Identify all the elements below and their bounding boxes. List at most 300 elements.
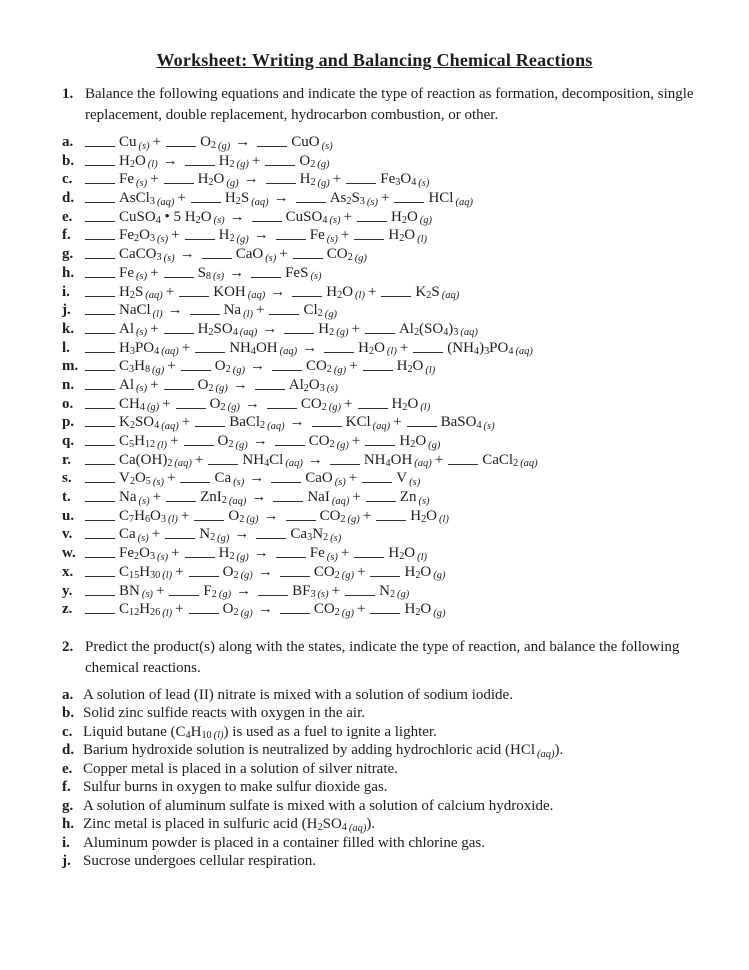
coefficient-fill-in-blank bbox=[189, 564, 219, 577]
subscript: 3 bbox=[156, 252, 162, 264]
subscript: 4 bbox=[322, 214, 328, 226]
coefficient-fill-in-blank bbox=[169, 583, 199, 596]
chemical-formula: $Fe_2O_3$ (s) bbox=[119, 227, 169, 245]
plus-operator: + bbox=[150, 171, 159, 188]
equation-expression bbox=[83, 245, 367, 264]
chemical-formula: $NH_4OH$ (aq) bbox=[229, 339, 298, 358]
question-1-section bbox=[0, 84, 749, 619]
subscript: 2 bbox=[220, 401, 226, 413]
equation-row bbox=[62, 507, 749, 526]
state-symbol: (s) bbox=[334, 476, 346, 488]
subscript: 2 bbox=[210, 532, 216, 544]
state-symbol: (g) bbox=[336, 439, 349, 451]
equation-expression bbox=[83, 226, 427, 245]
coefficient-fill-in-blank bbox=[85, 265, 115, 278]
chemical-formula: $O_2$ (g) bbox=[214, 358, 245, 376]
coefficient-fill-in-blank bbox=[191, 190, 221, 203]
chemical-formula: $H_2$ (g) bbox=[218, 152, 249, 171]
subscript: 3 bbox=[160, 513, 166, 525]
state-symbol: (l) bbox=[355, 290, 365, 302]
plus-operator: + bbox=[167, 358, 176, 375]
state-symbol: (aq) bbox=[267, 420, 285, 432]
subscript: 3 bbox=[453, 326, 459, 338]
plus-operator: + bbox=[351, 320, 360, 337]
chemical-formula: BaCl$_2$ (aq) bbox=[229, 414, 285, 432]
coefficient-fill-in-blank bbox=[358, 396, 388, 409]
state-symbol: (s) bbox=[329, 215, 341, 227]
coefficient-fill-in-blank bbox=[312, 414, 342, 427]
plus-operator: + bbox=[340, 227, 350, 244]
equation-row bbox=[62, 413, 749, 432]
coefficient-fill-in-blank bbox=[370, 564, 400, 577]
plus-operator: + bbox=[194, 451, 204, 468]
equation-expression bbox=[83, 413, 495, 432]
chemical-formula: $CO_2$ (g) bbox=[308, 433, 349, 451]
coefficient-fill-in-blank bbox=[85, 284, 115, 297]
subscript: 2 bbox=[229, 233, 235, 245]
reaction-arrow: → bbox=[229, 264, 245, 281]
subscript: 2 bbox=[239, 513, 245, 525]
equation-letter: e. bbox=[62, 208, 73, 225]
reaction-arrow: → bbox=[167, 302, 183, 319]
chemical-formula: Zn (s) bbox=[399, 489, 430, 507]
subscript: 8 bbox=[205, 270, 211, 282]
state-symbol: (aq) bbox=[520, 458, 538, 470]
state-symbol: (aq) bbox=[174, 458, 192, 470]
subscript: 2 bbox=[413, 326, 420, 338]
state-symbol: (s) bbox=[409, 476, 421, 488]
equation-row bbox=[62, 582, 749, 601]
plus-operator: + bbox=[343, 208, 353, 225]
prediction-letter: g. bbox=[62, 797, 74, 814]
state-symbol: (g) bbox=[328, 402, 342, 414]
plus-operator: + bbox=[340, 545, 350, 562]
state-symbol: (g) bbox=[324, 308, 338, 320]
prediction-item bbox=[62, 852, 715, 871]
subscript: 2 bbox=[421, 513, 427, 525]
state-symbol: (s) bbox=[418, 177, 430, 189]
equation-expression bbox=[83, 339, 533, 358]
subscript: 2 bbox=[134, 233, 140, 245]
equation-letter: f. bbox=[62, 227, 71, 244]
coefficient-fill-in-blank bbox=[345, 583, 375, 596]
coefficient-fill-in-blank bbox=[85, 134, 115, 147]
coefficient-fill-in-blank bbox=[85, 452, 115, 465]
chemical-formula: $H_2O$ (l) bbox=[358, 339, 397, 358]
state-symbol: (g) bbox=[215, 383, 228, 395]
coefficient-fill-in-blank bbox=[271, 470, 301, 483]
coefficient-fill-in-blank bbox=[407, 414, 437, 427]
chemical-formula: $O_2$ (g) bbox=[299, 152, 330, 171]
state-symbol: (l) bbox=[420, 402, 431, 414]
state-symbol: (g) bbox=[433, 570, 446, 582]
question-2-prompt: Predict the product(s) along with the states, indicate the type of reaction, and balance the following chemical reactions. bbox=[85, 638, 680, 676]
chemical-formula: $BF_3$ (s) bbox=[292, 582, 329, 601]
state-symbol: (s) bbox=[483, 420, 495, 432]
subscript: 2 bbox=[129, 420, 135, 432]
subscript: 2 bbox=[228, 439, 234, 451]
equation-letter: w. bbox=[62, 545, 76, 562]
subscript: 2 bbox=[211, 588, 217, 600]
coefficient-fill-in-blank bbox=[85, 358, 115, 371]
chemical-formula: $H_2O$ (l) bbox=[388, 227, 428, 245]
chemical-formula: Na (s) bbox=[119, 489, 150, 507]
reaction-arrow: → bbox=[236, 582, 252, 599]
reaction-arrow: → bbox=[253, 545, 269, 562]
plus-operator: + bbox=[171, 545, 180, 562]
state-symbol: (g) bbox=[236, 159, 249, 171]
chemical-formula: $H_2S$ (aq) bbox=[119, 283, 163, 302]
prediction-item bbox=[62, 815, 715, 834]
chemical-formula: KCl (aq) bbox=[345, 414, 391, 432]
plus-operator: + bbox=[399, 339, 409, 356]
subscript: 3 bbox=[129, 345, 135, 357]
state-symbol: (s) bbox=[317, 589, 329, 601]
coefficient-fill-in-blank bbox=[357, 209, 387, 222]
equation-letter: s. bbox=[62, 470, 72, 487]
equation-expression bbox=[83, 189, 473, 208]
reaction-arrow: → bbox=[257, 563, 273, 580]
reaction-arrow: → bbox=[253, 227, 269, 244]
state-symbol: (g) bbox=[232, 364, 245, 376]
question-2-header bbox=[62, 637, 715, 679]
state-symbol: (aq) bbox=[251, 196, 269, 208]
prediction-letter: d. bbox=[62, 742, 75, 759]
state-symbol: (s) bbox=[157, 233, 169, 245]
subscript: 3 bbox=[310, 588, 316, 600]
coefficient-fill-in-blank bbox=[354, 545, 384, 558]
chemical-formula: ZnI$_2$ (aq) bbox=[200, 489, 247, 507]
subscript: 2 bbox=[310, 158, 316, 170]
chemical-formula: $H_2$ (g) bbox=[218, 227, 249, 245]
coefficient-fill-in-blank bbox=[85, 564, 115, 577]
equation-letter: y. bbox=[62, 582, 73, 599]
equation-expression bbox=[83, 582, 409, 601]
chemical-formula: $H_3PO_4$ (aq) bbox=[119, 339, 179, 358]
coefficient-fill-in-blank bbox=[184, 433, 214, 446]
state-symbol: (aq) bbox=[441, 290, 460, 302]
state-symbol: (s) bbox=[138, 140, 150, 152]
reaction-arrow: → bbox=[263, 507, 279, 524]
chemical-formula: $CO_2$ (g) bbox=[313, 563, 354, 582]
chemical-formula: BN (s) bbox=[119, 582, 153, 601]
chemical-formula: Fe (s) bbox=[119, 171, 148, 189]
plus-operator: + bbox=[362, 507, 372, 524]
subscript: 2 bbox=[329, 326, 335, 338]
equation-letter: g. bbox=[62, 246, 74, 263]
chemical-formula: $K_2SO_4$ (aq) bbox=[119, 414, 179, 432]
state-symbol: (g) bbox=[317, 177, 330, 189]
chemical-formula: $H_2$ (g) bbox=[299, 171, 330, 189]
chemical-formula: $CO_2$ (g) bbox=[319, 507, 360, 526]
question-2-number: 2. bbox=[62, 638, 74, 655]
state-symbol: (aq) bbox=[228, 495, 247, 507]
coefficient-fill-in-blank bbox=[164, 171, 194, 184]
subscript: 12 bbox=[144, 439, 156, 451]
equation-row bbox=[62, 376, 749, 395]
subscript: 2 bbox=[225, 364, 231, 376]
chemical-formula: $H_2O$ (l) bbox=[119, 152, 158, 171]
equation-expression bbox=[83, 152, 330, 171]
equation-letter: j. bbox=[62, 302, 71, 319]
subscript: 3 bbox=[319, 382, 325, 394]
chemical-formula: $C_3H_8$ (g) bbox=[119, 358, 165, 376]
state-symbol: (l) bbox=[439, 514, 449, 526]
state-symbol: (g) bbox=[347, 514, 360, 526]
plus-operator: + bbox=[165, 283, 175, 300]
chemical-formula: $H_2O$ (l) bbox=[326, 283, 365, 302]
subscript: 15 bbox=[129, 569, 140, 581]
question-1-prompt: Balance the following equations and indicate the type of reaction as formation, decomposition, single replacement, double replacement, hydrocarbon combustion, or other. bbox=[85, 86, 694, 123]
state-symbol: (aq) bbox=[279, 346, 298, 358]
coefficient-fill-in-blank bbox=[269, 302, 299, 315]
plus-operator: + bbox=[150, 376, 159, 393]
state-symbol: (g) bbox=[227, 402, 240, 414]
chemical-formula: $O_2$ (g) bbox=[209, 395, 240, 414]
equation-expression bbox=[83, 544, 427, 563]
chemical-formula: $N_2$ (g) bbox=[199, 526, 230, 544]
coefficient-fill-in-blank bbox=[256, 526, 286, 539]
chemical-formula: Al (s) bbox=[119, 376, 148, 395]
subscript: 2 bbox=[210, 140, 217, 152]
prediction-item bbox=[62, 686, 715, 705]
state-symbol: (g) bbox=[236, 551, 249, 563]
chemical-formula: $O_2$ (g) bbox=[197, 376, 228, 395]
subscript: 6 bbox=[144, 513, 151, 525]
subscript: 12 bbox=[129, 607, 140, 619]
chemical-formula: $S_8$ (s) bbox=[197, 264, 225, 283]
prediction-text: Sulfur burns in oxygen to make sulfur dioxide gas. bbox=[83, 779, 388, 796]
equation-row bbox=[62, 320, 749, 339]
equation-row bbox=[62, 544, 749, 563]
chemical-formula: Fe (s) bbox=[309, 545, 338, 563]
equation-expression bbox=[83, 600, 446, 619]
equation-row bbox=[62, 264, 749, 283]
subscript: 3 bbox=[484, 345, 490, 357]
coefficient-fill-in-blank bbox=[330, 452, 360, 465]
subscript: 2 bbox=[340, 513, 346, 525]
chemical-formula: $CO_2$ (g) bbox=[305, 358, 347, 376]
prediction-text: Zinc metal is placed in sulfuric acid ($H_2SO_4$ (aq)). bbox=[83, 816, 376, 834]
state-symbol: (g) bbox=[217, 532, 230, 544]
state-symbol: (l) bbox=[425, 364, 436, 376]
subscript: 4 bbox=[508, 345, 514, 357]
subscript: 2 bbox=[346, 196, 352, 208]
chemical-formula: FeS (s) bbox=[285, 264, 322, 283]
chemical-formula: $O_2$ (g) bbox=[217, 433, 248, 451]
coefficient-fill-in-blank bbox=[394, 190, 424, 203]
state-symbol: (s) bbox=[418, 495, 430, 507]
coefficient-fill-in-blank bbox=[85, 526, 115, 539]
plus-operator: + bbox=[331, 582, 341, 599]
state-symbol: (s) bbox=[321, 140, 333, 152]
subscript: 4 bbox=[341, 822, 347, 834]
chemical-formula: $H_2O$ (l) bbox=[396, 358, 436, 376]
chemical-formula: $H_2O$ (g) bbox=[399, 433, 441, 451]
subscript: 4 bbox=[473, 345, 480, 357]
coefficient-fill-in-blank bbox=[284, 321, 314, 334]
state-symbol: (l) bbox=[386, 346, 397, 358]
coefficient-fill-in-blank bbox=[190, 302, 220, 315]
coefficient-fill-in-blank bbox=[85, 489, 115, 502]
coefficient-fill-in-blank bbox=[363, 358, 393, 371]
reaction-arrow: → bbox=[270, 283, 286, 300]
chemical-formula: CaCl$_2$ (aq) bbox=[482, 451, 538, 470]
state-symbol: (s) bbox=[213, 215, 225, 227]
equation-expression bbox=[83, 133, 333, 152]
equation-row bbox=[62, 133, 749, 152]
question-1-number: 1. bbox=[62, 86, 74, 102]
chemical-formula: $(NH_4)_3PO_4$ (aq) bbox=[447, 339, 533, 358]
subscript: 8 bbox=[144, 364, 151, 376]
subscript: 2 bbox=[221, 495, 227, 507]
plus-operator: + bbox=[152, 489, 162, 506]
state-symbol: (g) bbox=[226, 177, 239, 189]
subscript: 4 bbox=[154, 420, 160, 432]
coefficient-fill-in-blank bbox=[381, 284, 411, 297]
plus-operator: + bbox=[162, 395, 171, 412]
subscript: 4 bbox=[411, 177, 417, 189]
coefficient-fill-in-blank bbox=[257, 134, 287, 147]
equation-expression bbox=[83, 170, 429, 189]
subscript: 2 bbox=[389, 588, 396, 600]
equation-letter: v. bbox=[62, 526, 73, 543]
equation-letter: b. bbox=[62, 152, 75, 169]
equation-row bbox=[62, 469, 749, 488]
reaction-arrow: → bbox=[162, 152, 178, 169]
subscript: 2 bbox=[233, 569, 239, 581]
coefficient-fill-in-blank bbox=[324, 340, 354, 353]
chemical-formula: $H_2$ (g) bbox=[318, 320, 349, 339]
chemical-formula: HCl (aq) bbox=[509, 742, 555, 760]
state-symbol: (aq) bbox=[455, 196, 473, 208]
coefficient-fill-in-blank bbox=[165, 526, 195, 539]
equation-row bbox=[62, 395, 749, 414]
coefficient-fill-in-blank bbox=[208, 452, 238, 465]
subscript: 2 bbox=[368, 345, 375, 357]
state-symbol: (aq) bbox=[331, 495, 350, 507]
reaction-arrow: → bbox=[235, 134, 251, 150]
subscript: 2 bbox=[233, 607, 239, 619]
coefficient-fill-in-blank bbox=[185, 227, 215, 240]
equation-expression bbox=[83, 208, 432, 227]
prediction-text: Sucrose undergoes cellular respiration. bbox=[83, 853, 316, 870]
coefficient-fill-in-blank bbox=[85, 414, 115, 427]
subscript: 2 bbox=[399, 233, 405, 245]
plus-operator: + bbox=[171, 227, 180, 244]
state-symbol: (g) bbox=[146, 402, 160, 414]
subscript: 4 bbox=[264, 457, 270, 469]
plus-operator: + bbox=[357, 563, 366, 580]
chemical-formula: Al (s) bbox=[119, 320, 148, 339]
chemical-formula: $H_2O$ (l) bbox=[388, 545, 428, 563]
chemical-formula: $H_2S$ (aq) bbox=[224, 190, 269, 208]
coefficient-fill-in-blank bbox=[164, 265, 194, 278]
prediction-item bbox=[62, 741, 715, 760]
subscript: 2 bbox=[401, 214, 407, 226]
state-symbol: (g) bbox=[419, 215, 433, 227]
chemical-formula: Cu (s) bbox=[119, 134, 150, 152]
subscript: 2 bbox=[208, 382, 214, 394]
chemical-formula: $H_2$ (g) bbox=[218, 545, 249, 563]
coefficient-fill-in-blank bbox=[265, 153, 295, 166]
coefficient-fill-in-blank bbox=[266, 171, 296, 184]
chemical-formula: $K_2S$ (aq) bbox=[415, 283, 460, 302]
reaction-arrow: → bbox=[249, 358, 265, 375]
prediction-letter: h. bbox=[62, 816, 75, 833]
coefficient-fill-in-blank bbox=[276, 545, 306, 558]
state-symbol: (g) bbox=[341, 607, 354, 619]
state-symbol: (g) bbox=[317, 159, 330, 171]
coefficient-fill-in-blank bbox=[85, 508, 115, 521]
state-symbol: (l) bbox=[167, 514, 178, 526]
equation-expression bbox=[83, 507, 449, 526]
equation-letter: r. bbox=[62, 451, 72, 468]
state-symbol: (l) bbox=[243, 308, 254, 320]
equation-expression bbox=[83, 283, 459, 302]
plus-operator: + bbox=[251, 152, 261, 169]
chemical-formula: NaCl (l) bbox=[119, 302, 163, 320]
state-symbol: (s) bbox=[137, 532, 149, 544]
state-symbol: (aq) bbox=[537, 748, 555, 760]
equation-letter: u. bbox=[62, 507, 75, 524]
chemical-formula: $C_4H_{10}$ (l) bbox=[175, 723, 224, 742]
plus-operator: + bbox=[349, 358, 358, 375]
chemical-formula: $O_2$ (g) bbox=[222, 563, 253, 582]
subscript: 2 bbox=[129, 289, 135, 301]
reaction-arrow: → bbox=[289, 414, 305, 431]
chemical-formula: $H_2O$ (g) bbox=[391, 208, 433, 227]
chemical-formula: KOH (aq) bbox=[213, 283, 266, 302]
coefficient-fill-in-blank bbox=[365, 433, 395, 446]
coefficient-fill-in-blank bbox=[354, 227, 384, 240]
state-symbol: (s) bbox=[136, 177, 148, 189]
state-symbol: (s) bbox=[152, 476, 164, 488]
reaction-arrow: → bbox=[302, 339, 318, 356]
prediction-letter: i. bbox=[62, 834, 70, 851]
coefficient-fill-in-blank bbox=[85, 246, 115, 259]
subscript: 2 bbox=[334, 607, 340, 619]
coefficient-fill-in-blank bbox=[179, 284, 209, 297]
chemical-formula: $F_2$ (g) bbox=[203, 582, 232, 601]
coefficient-fill-in-blank bbox=[267, 396, 297, 409]
coefficient-fill-in-blank bbox=[362, 470, 392, 483]
coefficient-fill-in-blank bbox=[85, 171, 115, 184]
equation-letter: l. bbox=[62, 339, 70, 356]
coefficient-fill-in-blank bbox=[185, 153, 215, 166]
subscript: 10 bbox=[201, 729, 212, 741]
subscript: 2 bbox=[134, 551, 140, 563]
equation-letter: x. bbox=[62, 563, 74, 580]
state-symbol: (g) bbox=[336, 327, 349, 339]
equation-row bbox=[62, 600, 749, 619]
equation-row bbox=[62, 170, 749, 189]
plus-operator: + bbox=[344, 395, 353, 412]
equation-row bbox=[62, 357, 749, 376]
chemical-formula: $C_{15}H_{30}$ (l) bbox=[119, 563, 173, 582]
equation-row bbox=[62, 283, 749, 302]
subscript: 2 bbox=[317, 822, 323, 834]
subscript: 2 bbox=[426, 289, 432, 301]
plus-operator: + bbox=[155, 582, 165, 599]
coefficient-fill-in-blank bbox=[293, 246, 323, 259]
equation-expression bbox=[83, 301, 337, 320]
state-symbol: (l) bbox=[417, 233, 428, 245]
coefficient-fill-in-blank bbox=[202, 246, 232, 259]
equation-row bbox=[62, 488, 749, 507]
chemical-formula: V (s) bbox=[396, 470, 421, 488]
equation-row bbox=[62, 525, 749, 544]
